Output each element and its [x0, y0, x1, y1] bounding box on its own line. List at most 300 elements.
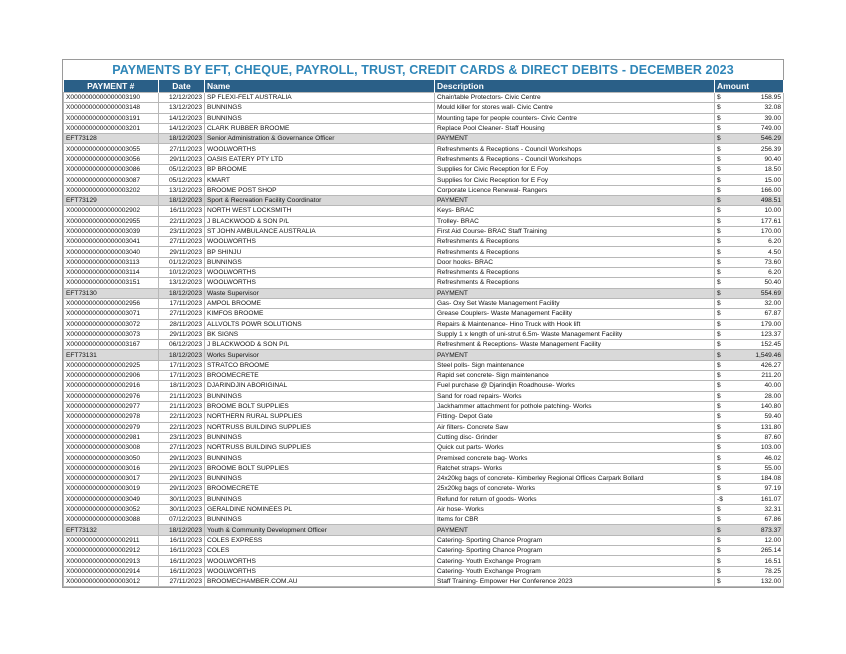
table-row	[64, 412, 784, 422]
description-cell: Cutting disc- Grinder	[435, 432, 715, 442]
table-row	[64, 247, 784, 257]
table-row	[64, 175, 784, 185]
date-cell: 17/11/2023	[159, 371, 205, 381]
name-cell: NORTH WEST LOCKSMITH	[205, 206, 435, 216]
currency-symbol	[717, 196, 721, 205]
currency-symbol-text: $	[717, 382, 721, 390]
payment-number-cell: X0000000000000003049	[64, 494, 159, 504]
payment-number-cell: X0000000000000002956	[64, 298, 159, 308]
table-row	[64, 340, 784, 350]
amount-value: 158.95	[760, 94, 781, 102]
currency-symbol	[717, 278, 721, 287]
name-cell: BUNNINGS	[205, 432, 435, 442]
date-cell: 22/11/2023	[159, 216, 205, 226]
currency-symbol-text: $	[717, 547, 721, 555]
currency-symbol	[717, 505, 721, 514]
amount-cell	[715, 371, 784, 381]
name-cell: BUNNINGS	[205, 103, 435, 113]
currency-symbol	[717, 330, 721, 339]
currency-symbol	[717, 454, 721, 463]
date-cell: 16/11/2023	[159, 556, 205, 566]
currency-symbol	[717, 340, 721, 349]
amount-value: 46.02	[764, 454, 781, 462]
description-cell: PAYMENT	[435, 288, 715, 298]
description-cell: Catering- Youth Exchange Program	[435, 566, 715, 576]
description-cell: Refreshments & Receptions - Council Workshops	[435, 154, 715, 164]
amount-cell	[715, 185, 784, 195]
amount-cell	[715, 566, 784, 576]
amount-cell	[715, 504, 784, 514]
amount-value: 1,549.46	[755, 351, 781, 359]
date-cell: 29/11/2023	[159, 453, 205, 463]
amount-value: 265.14	[760, 547, 781, 555]
description-cell: Mould killer for stores wall- Civic Centre	[435, 103, 715, 113]
currency-symbol	[717, 165, 721, 174]
name-cell: BP BROOME	[205, 165, 435, 175]
description-cell: Refreshments & Receptions	[435, 247, 715, 257]
payment-number-cell: X0000000000000002979	[64, 422, 159, 432]
payment-number-cell: X0000000000000002911	[64, 535, 159, 545]
payment-number-cell: X0000000000000002977	[64, 401, 159, 411]
amount-cell	[715, 576, 784, 586]
table-row	[64, 195, 784, 205]
currency-symbol-text: $	[717, 403, 721, 411]
date-cell: 14/12/2023	[159, 123, 205, 133]
name-cell: Works Supervisor	[205, 350, 435, 360]
currency-symbol-text: $	[717, 578, 721, 586]
name-cell: BROOME POST SHOP	[205, 185, 435, 195]
description-cell: Chair/table Protectors- Civic Centre	[435, 93, 715, 103]
amount-value: 170.00	[760, 228, 781, 235]
currency-symbol	[717, 351, 721, 360]
table-row	[64, 556, 784, 566]
currency-symbol	[717, 155, 721, 164]
table-row	[64, 257, 784, 267]
currency-symbol	[717, 443, 721, 452]
currency-symbol-text: $	[717, 392, 721, 400]
currency-symbol-text: $	[717, 536, 721, 544]
amount-value: 67.87	[764, 310, 781, 318]
name-cell: KIMFOS BROOME	[205, 309, 435, 319]
amount-cell	[715, 175, 784, 185]
amount-cell	[715, 535, 784, 545]
description-cell: PAYMENT	[435, 134, 715, 144]
currency-symbol-text: $	[717, 464, 721, 472]
amount-value: 166.00	[760, 186, 781, 194]
description-cell: Sand for road repairs- Works	[435, 391, 715, 401]
amount-cell	[715, 391, 784, 401]
currency-symbol-text: $	[717, 341, 721, 349]
date-cell: 18/12/2023	[159, 134, 205, 144]
payment-number-cell: X0000000000000003050	[64, 453, 159, 463]
date-cell: 22/11/2023	[159, 422, 205, 432]
name-cell: DJARINDJIN ABORIGINAL	[205, 381, 435, 391]
date-cell: 28/11/2023	[159, 319, 205, 329]
currency-symbol-text: $	[717, 300, 721, 308]
currency-symbol	[717, 124, 721, 133]
amount-cell	[715, 453, 784, 463]
amount-value: 97.19	[764, 485, 781, 493]
currency-symbol	[717, 392, 721, 401]
currency-symbol-text: $	[717, 433, 721, 441]
currency-symbol-text: $	[717, 104, 721, 112]
currency-symbol	[717, 402, 721, 411]
description-cell: Refreshments & Receptions - Council Workshops	[435, 144, 715, 154]
amount-value: 132.00	[760, 578, 781, 586]
amount-value: 90.40	[764, 155, 781, 163]
date-cell: 06/12/2023	[159, 340, 205, 350]
currency-symbol	[717, 536, 721, 545]
amount-value: 40.00	[764, 382, 781, 390]
currency-symbol	[717, 567, 721, 576]
currency-symbol-text: $	[717, 135, 721, 143]
currency-symbol	[717, 309, 721, 318]
payment-number-cell: X0000000000000002906	[64, 371, 159, 381]
amount-cell	[715, 113, 784, 123]
payment-number-cell: X0000000000000003151	[64, 278, 159, 288]
currency-symbol	[717, 371, 721, 380]
name-cell: Youth & Community Development Officer	[205, 525, 435, 535]
table-row	[64, 309, 784, 319]
amount-cell	[715, 144, 784, 154]
payment-number-cell: X0000000000000002955	[64, 216, 159, 226]
table-row	[64, 206, 784, 216]
currency-symbol	[717, 289, 721, 298]
payment-number-cell: X0000000000000003087	[64, 175, 159, 185]
amount-cell	[715, 206, 784, 216]
amount-value: 18.50	[764, 166, 781, 174]
name-cell: SP FLEXI-FELT AUSTRALIA	[205, 93, 435, 103]
payment-number-cell: X0000000000000003072	[64, 319, 159, 329]
payment-number-cell: X0000000000000002978	[64, 412, 159, 422]
header-amount: Amount	[715, 80, 784, 93]
table-row	[64, 288, 784, 298]
payment-number-cell: X0000000000000003148	[64, 103, 159, 113]
name-cell: ST JOHN AMBULANCE AUSTRALIA	[205, 226, 435, 236]
amount-cell	[715, 319, 784, 329]
amount-value: 6.20	[768, 269, 781, 277]
amount-cell	[715, 412, 784, 422]
table-row	[64, 473, 784, 483]
description-cell: Air hose- Works	[435, 504, 715, 514]
table-row	[64, 185, 784, 195]
amount-value: 28.00	[764, 392, 781, 400]
payment-number-cell: X0000000000000002925	[64, 360, 159, 370]
currency-symbol	[717, 268, 721, 277]
payments-sheet	[62, 59, 784, 588]
name-cell: AMPOL BROOME	[205, 298, 435, 308]
page-title: PAYMENTS BY EFT, CHEQUE, PAYROLL, TRUST, CREDIT CARDS & DIRECT DEBITS - DECEMBER 2023	[112, 63, 734, 77]
payment-number-cell: EFT73130	[64, 288, 159, 298]
name-cell: ALLVOLTS POWR SOLUTIONS	[205, 319, 435, 329]
date-cell: 05/12/2023	[159, 165, 205, 175]
name-cell: BROOMECRETE	[205, 484, 435, 494]
currency-symbol	[717, 423, 721, 432]
currency-symbol	[717, 546, 721, 555]
payment-number-cell: X0000000000000003039	[64, 226, 159, 236]
amount-value: 4.50	[768, 248, 781, 256]
amount-cell	[715, 422, 784, 432]
currency-symbol	[717, 577, 721, 586]
payment-number-cell: X0000000000000002916	[64, 381, 159, 391]
name-cell: J BLACKWOOD & SON P/L	[205, 340, 435, 350]
date-cell: 18/12/2023	[159, 288, 205, 298]
date-cell: 01/12/2023	[159, 257, 205, 267]
payment-number-cell: X0000000000000003073	[64, 329, 159, 339]
table-row	[64, 360, 784, 370]
amount-cell	[715, 257, 784, 267]
table-row	[64, 93, 784, 103]
header-date: Date	[159, 80, 205, 93]
date-cell: 29/11/2023	[159, 463, 205, 473]
header-payment: PAYMENT #	[64, 80, 159, 93]
currency-symbol-text: $	[717, 166, 721, 174]
amount-value: 59.40	[764, 413, 781, 421]
currency-symbol	[717, 145, 721, 154]
amount-value: 67.86	[764, 516, 781, 524]
table-row	[64, 381, 784, 391]
date-cell: 17/11/2023	[159, 360, 205, 370]
table-row	[64, 401, 784, 411]
amount-value: 12.00	[764, 536, 781, 544]
currency-symbol	[717, 526, 721, 535]
amount-value: 78.25	[764, 567, 781, 575]
payment-number-cell: X0000000000000002913	[64, 556, 159, 566]
date-cell: 21/11/2023	[159, 401, 205, 411]
amount-cell	[715, 309, 784, 319]
date-cell: 27/11/2023	[159, 237, 205, 247]
amount-cell	[715, 288, 784, 298]
table-row	[64, 371, 784, 381]
currency-symbol-text: $	[717, 289, 721, 297]
date-cell: 18/12/2023	[159, 195, 205, 205]
amount-value: 184.08	[760, 475, 781, 483]
amount-cell	[715, 247, 784, 257]
description-cell: Items for CBR	[435, 515, 715, 525]
name-cell: BUNNINGS	[205, 257, 435, 267]
name-cell: GERALDINE NOMINEES PL	[205, 504, 435, 514]
currency-symbol-text: $	[717, 279, 721, 287]
payment-number-cell: X0000000000000002976	[64, 391, 159, 401]
name-cell: WOOLWORTHS	[205, 144, 435, 154]
description-cell: Supply 1 x length of uni-strut 6.5m- Waste Management Facility	[435, 329, 715, 339]
currency-symbol	[717, 217, 721, 226]
currency-symbol	[717, 320, 721, 329]
date-cell: 29/11/2023	[159, 484, 205, 494]
description-cell: Premixed concrete bag- Works	[435, 453, 715, 463]
description-cell: Mounting tape for people counters- Civic Centre	[435, 113, 715, 123]
payment-number-cell: X0000000000000003041	[64, 237, 159, 247]
table-row	[64, 391, 784, 401]
currency-symbol-text: $	[717, 228, 721, 235]
payment-number-cell: X0000000000000003113	[64, 257, 159, 267]
currency-symbol-text: $	[717, 94, 721, 102]
amount-value: 179.00	[760, 320, 781, 328]
table-row	[64, 103, 784, 113]
amount-cell	[715, 340, 784, 350]
amount-value: 211.20	[761, 372, 781, 380]
currency-symbol-text: $	[717, 413, 721, 421]
amount-cell	[715, 350, 784, 360]
amount-value: 546.29	[760, 135, 781, 143]
payment-number-cell: X0000000000000003008	[64, 443, 159, 453]
description-cell: 24x20kg bags of concrete- Kimberley Regional Offices Carpark Bollard	[435, 473, 715, 483]
date-cell: 30/11/2023	[159, 494, 205, 504]
description-cell: Refreshments & Receptions	[435, 268, 715, 278]
payment-number-cell: X0000000000000003071	[64, 309, 159, 319]
amount-cell	[715, 226, 784, 236]
amount-value: 498.51	[760, 197, 781, 205]
description-cell: Supplies for Civic Reception for E Foy	[435, 175, 715, 185]
date-cell: 10/12/2023	[159, 268, 205, 278]
description-cell: Refreshments & Receptions	[435, 237, 715, 247]
name-cell: BUNNINGS	[205, 515, 435, 525]
currency-symbol	[717, 93, 721, 102]
description-cell: Fitting- Depot Gate	[435, 412, 715, 422]
currency-symbol-text: $	[717, 485, 721, 493]
amount-sign: -	[717, 495, 720, 503]
table-row	[64, 515, 784, 525]
description-cell: Steel polls- Sign maintenance	[435, 360, 715, 370]
name-cell: NORTRUSS BUILDING SUPPLIES	[205, 443, 435, 453]
description-cell: Catering- Sporting Chance Program	[435, 535, 715, 545]
name-cell: COLES	[205, 546, 435, 556]
date-cell: 23/11/2023	[159, 432, 205, 442]
name-cell: NORTHERN RURAL SUPPLIES	[205, 412, 435, 422]
date-cell: 16/11/2023	[159, 566, 205, 576]
amount-cell	[715, 360, 784, 370]
date-cell: 07/12/2023	[159, 515, 205, 525]
amount-value: 256.39	[760, 145, 781, 153]
currency-symbol	[717, 206, 721, 215]
name-cell: WOOLWORTHS	[205, 556, 435, 566]
payment-number-cell: X0000000000000003088	[64, 515, 159, 525]
amount-cell	[715, 216, 784, 226]
amount-value: 39.00	[764, 114, 781, 122]
amount-value: 152.45	[760, 341, 781, 349]
amount-value: 87.60	[764, 433, 781, 441]
name-cell: BUNNINGS	[205, 494, 435, 504]
description-cell: Supplies for Civic Reception for E Foy	[435, 165, 715, 175]
name-cell: Waste Supervisor	[205, 288, 435, 298]
date-cell: 18/11/2023	[159, 381, 205, 391]
payment-number-cell: X0000000000000003019	[64, 484, 159, 494]
currency-symbol-text: $	[717, 372, 721, 380]
date-cell: 13/12/2023	[159, 103, 205, 113]
amount-cell	[715, 93, 784, 103]
payment-number-cell: X0000000000000002912	[64, 546, 159, 556]
description-cell: 25x20kg bags of concrete- Works	[435, 484, 715, 494]
amount-cell	[715, 525, 784, 535]
amount-cell	[715, 473, 784, 483]
name-cell: BP SHINJU	[205, 247, 435, 257]
payment-number-cell: EFT73129	[64, 195, 159, 205]
currency-symbol-text: $	[717, 351, 721, 359]
name-cell: COLES EXPRESS	[205, 535, 435, 545]
table-row	[64, 278, 784, 288]
table-row	[64, 432, 784, 442]
amount-value: 16.51	[764, 557, 781, 565]
table-row	[64, 443, 784, 453]
description-cell: Door hooks- BRAC	[435, 257, 715, 267]
payment-number-cell: X0000000000000003055	[64, 144, 159, 154]
amount-value: 131.80	[760, 423, 781, 431]
name-cell: STRATCO BROOME	[205, 360, 435, 370]
payment-number-cell: X0000000000000003201	[64, 123, 159, 133]
description-cell: PAYMENT	[435, 350, 715, 360]
table-row	[64, 298, 784, 308]
header-row	[64, 80, 784, 93]
description-cell: PAYMENT	[435, 525, 715, 535]
currency-symbol-text: $	[717, 454, 721, 462]
amount-cell	[715, 546, 784, 556]
name-cell: BUNNINGS	[205, 113, 435, 123]
table-row	[64, 154, 784, 164]
date-cell: 16/11/2023	[159, 546, 205, 556]
currency-symbol-text: $	[717, 567, 721, 575]
amount-cell	[715, 484, 784, 494]
date-cell: 16/11/2023	[159, 206, 205, 216]
amount-value: 426.27	[760, 361, 781, 369]
description-cell: Corporate Licence Renewal- Rangers	[435, 185, 715, 195]
currency-symbol	[717, 474, 721, 483]
amount-cell	[715, 165, 784, 175]
amount-value: 32.08	[764, 104, 781, 112]
amount-cell	[715, 515, 784, 525]
amount-value: 123.37	[760, 330, 781, 338]
currency-symbol	[717, 495, 723, 504]
table-row	[64, 494, 784, 504]
name-cell: WOOLWORTHS	[205, 268, 435, 278]
name-cell: WOOLWORTHS	[205, 278, 435, 288]
amount-cell	[715, 123, 784, 133]
name-cell: NORTRUSS BUILDING SUPPLIES	[205, 422, 435, 432]
date-cell: 17/11/2023	[159, 298, 205, 308]
name-cell: BROOME BOLT SUPPLIES	[205, 401, 435, 411]
date-cell: 21/11/2023	[159, 391, 205, 401]
table-row	[64, 453, 784, 463]
currency-symbol-text: $	[717, 526, 721, 534]
date-cell: 12/12/2023	[159, 93, 205, 103]
amount-cell	[715, 443, 784, 453]
amount-value: 32.00	[764, 300, 781, 308]
currency-symbol	[717, 381, 721, 390]
payment-number-cell: X0000000000000003086	[64, 165, 159, 175]
table-row	[64, 144, 784, 154]
table-row	[64, 113, 784, 123]
currency-symbol	[717, 186, 721, 195]
date-cell: 13/12/2023	[159, 185, 205, 195]
amount-value: 73.60	[764, 258, 781, 266]
payment-number-cell: X0000000000000003040	[64, 247, 159, 257]
currency-symbol-text: $	[717, 176, 721, 184]
name-cell: BROOME BOLT SUPPLIES	[205, 463, 435, 473]
amount-value: 6.20	[768, 238, 781, 246]
currency-symbol-text: $	[717, 310, 721, 318]
amount-cell	[715, 381, 784, 391]
name-cell: Senior Administration & Governance Officer	[205, 134, 435, 144]
table-row	[64, 350, 784, 360]
date-cell: 16/11/2023	[159, 535, 205, 545]
payment-number-cell: X0000000000000003016	[64, 463, 159, 473]
amount-cell	[715, 268, 784, 278]
currency-symbol	[717, 237, 721, 246]
currency-symbol	[717, 361, 721, 370]
payment-number-cell: X0000000000000002902	[64, 206, 159, 216]
table-row	[64, 237, 784, 247]
amount-value: 32.31	[764, 506, 781, 514]
amount-cell	[715, 103, 784, 113]
